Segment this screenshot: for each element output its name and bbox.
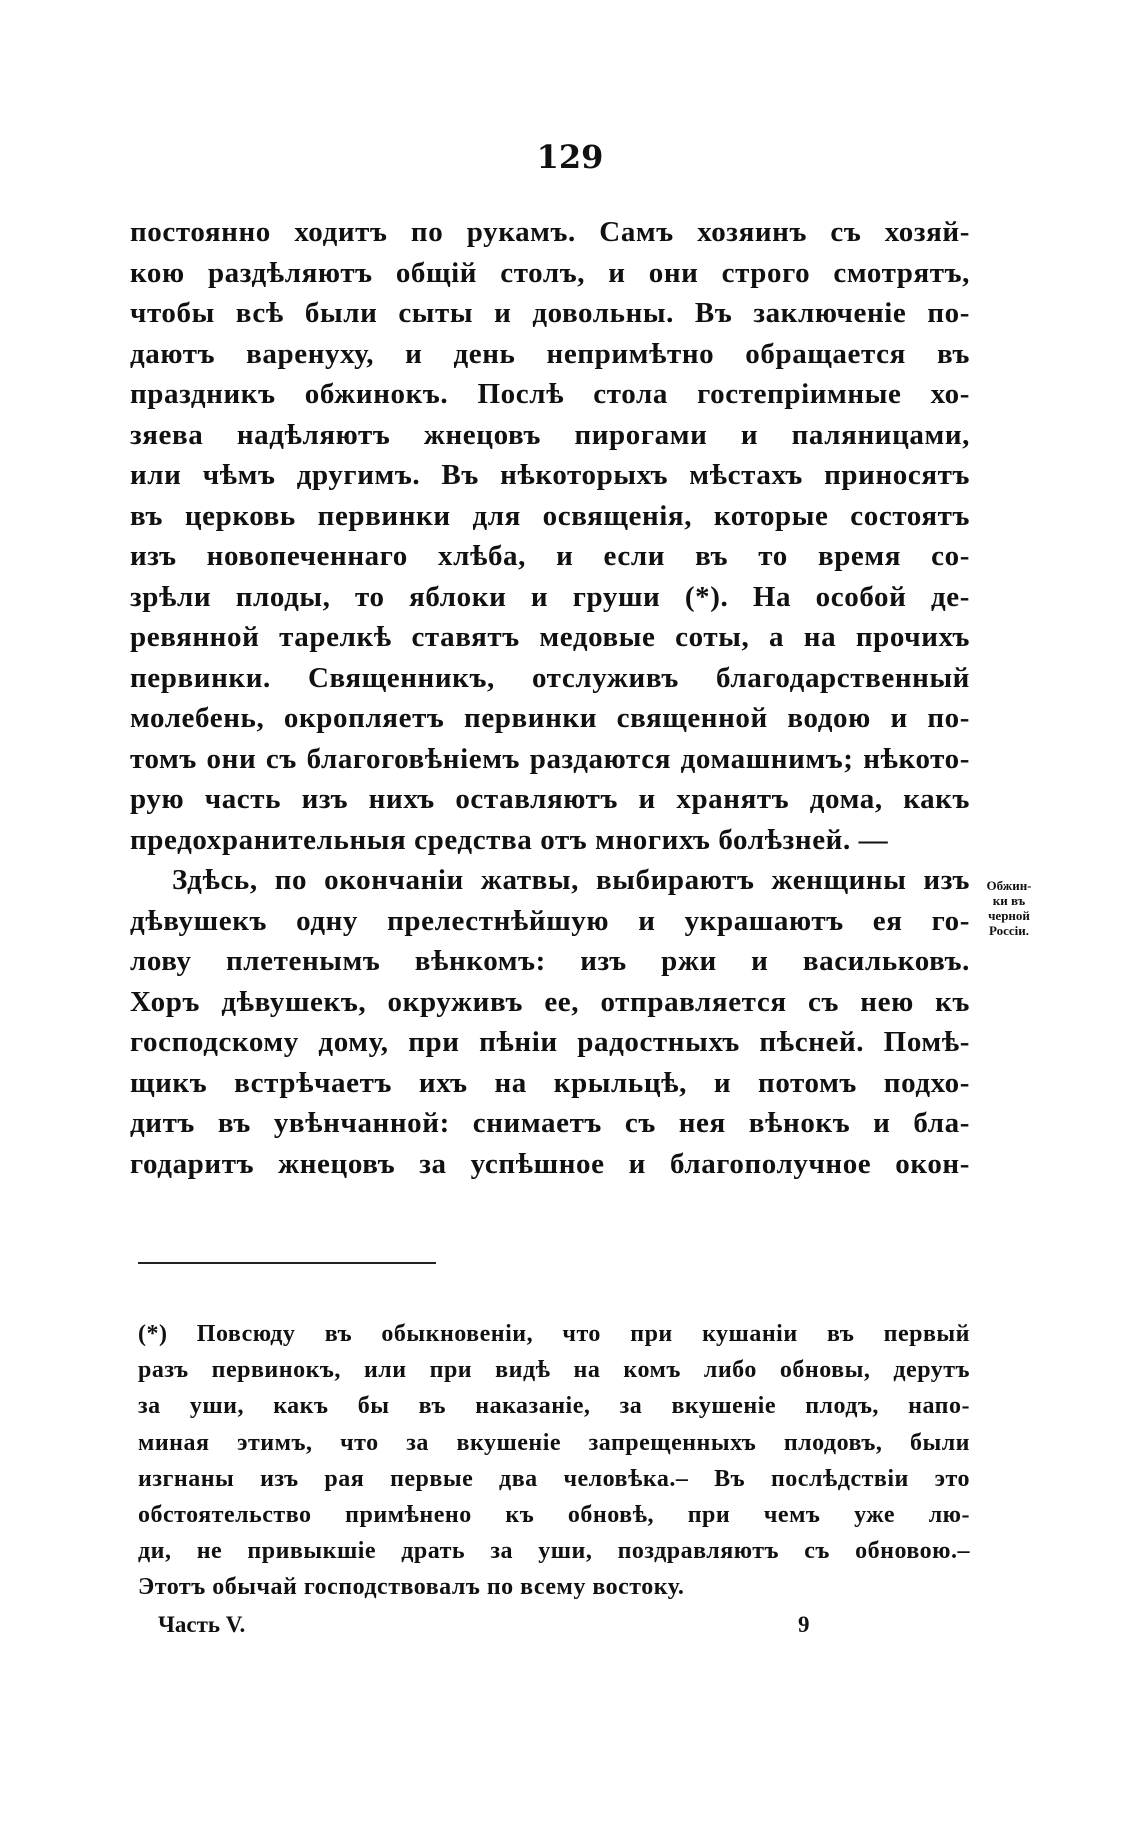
text-line: лову плетенымъ вѣнкомъ: изъ ржи и васильковъ. — [130, 945, 970, 977]
text-line: щикъ встрѣчаетъ ихъ на крыльцѣ, и потомъ подхо- — [130, 1066, 970, 1099]
footnote-line: Этотъ обычай господствовалъ по всему востоку. — [138, 1574, 685, 1601]
text-line: молебень, окропляетъ первинки священной водою и по- — [130, 702, 970, 734]
text-line: рую часть изъ нихъ оставляютъ и хранятъ дома, какъ — [130, 783, 970, 815]
footnote-line: (*) Повсюду въ обыкновеніи, что при кушаніи въ первый — [138, 1321, 970, 1347]
text-line: годаритъ жнецовъ за успѣшное и благополучное окон- — [130, 1147, 970, 1180]
text-line: чтобы всѣ были сыты и довольны. Въ заключеніе по- — [130, 297, 970, 329]
margin-note-line: черной — [988, 908, 1030, 923]
text-line: первинки. Священникъ, отслуживъ благодарственный — [130, 661, 970, 694]
footnote-block — [138, 1316, 970, 1606]
text-line: господскому дому, при пѣніи радостныхъ пѣсней. Помѣ- — [130, 1026, 970, 1058]
part-label: Часть V. — [158, 1612, 246, 1637]
footnote-line: ди, не привыкшіе драть за уши, поздравляютъ съ обновою.– — [138, 1538, 970, 1565]
footnote-line: миная этимъ, что за вкушеніе запрещенныхъ плодовъ, были — [138, 1429, 970, 1456]
text-line: кою раздѣляютъ общій столъ, и они строго смотрятъ, — [130, 256, 970, 289]
margin-note-line: Россіи. — [988, 923, 1029, 938]
footnote-line: разъ первинокъ, или при видѣ на комъ либо обновы, дерутъ — [138, 1357, 970, 1384]
text-line: дѣвушекъ одну прелестнѣйшую и украшаютъ ея го- — [130, 904, 970, 937]
text-line: томъ они съ благоговѣніемъ раздаются домашнимъ; нѣкото- — [130, 742, 970, 775]
text-line: ревянной тарелкѣ ставятъ медовые соты, а на прочихъ — [130, 621, 970, 653]
text-line: зяева надѣляютъ жнецовъ пирогами и паляницами, — [130, 418, 970, 451]
main-text-block — [130, 212, 970, 1184]
text-line: даютъ варенуху, и день непримѣтно обращается въ — [130, 337, 970, 370]
footnote-divider — [138, 1262, 436, 1264]
text-line: предохранительныя средства отъ многихъ болѣзней. — — [130, 823, 889, 856]
margin-note-line: ки въ — [992, 893, 1026, 908]
page-number: 129 — [536, 138, 604, 176]
text-line: зрѣли плоды, то яблоки и груши (*). На особой де- — [130, 580, 970, 613]
text-line: постоянно ходитъ по рукамъ. Самъ хозяинъ съ хозяй- — [130, 216, 970, 248]
text-line: дитъ въ увѣнчанной: снимаетъ съ нея вѣнокъ и бла- — [130, 1107, 970, 1139]
margin-note-line: Обжин- — [986, 878, 1032, 893]
margin-note — [974, 878, 1044, 938]
footnote-line: изгнаны изъ рая первые два человѣка.– Въ послѣдствіи это — [138, 1465, 970, 1492]
text-line: въ церковь первинки для освященія, которые состоятъ — [130, 499, 970, 532]
text-line: праздникъ обжинокъ. Послѣ стола гостепріимные хо- — [130, 378, 970, 410]
text-line: изъ новопеченнаго хлѣба, и если въ то время со- — [130, 540, 970, 572]
footnote-line: за уши, какъ бы въ наказаніе, за вкушеніе плодъ, напо- — [138, 1393, 970, 1420]
text-line: или чѣмъ другимъ. Въ нѣкоторыхъ мѣстахъ приносятъ — [130, 459, 970, 491]
sheet-number: 9 — [798, 1612, 810, 1637]
signature-line — [158, 1608, 818, 1642]
text-line: Хоръ дѣвушекъ, окруживъ ее, отправляется съ нею къ — [130, 985, 970, 1018]
footnote-line: обстоятельство примѣнено къ обновѣ, при чемъ уже лю- — [138, 1501, 970, 1528]
paragraph-start-line: Здѣсь, по окончаніи жатвы, выбираютъ женщины изъ — [172, 864, 970, 896]
